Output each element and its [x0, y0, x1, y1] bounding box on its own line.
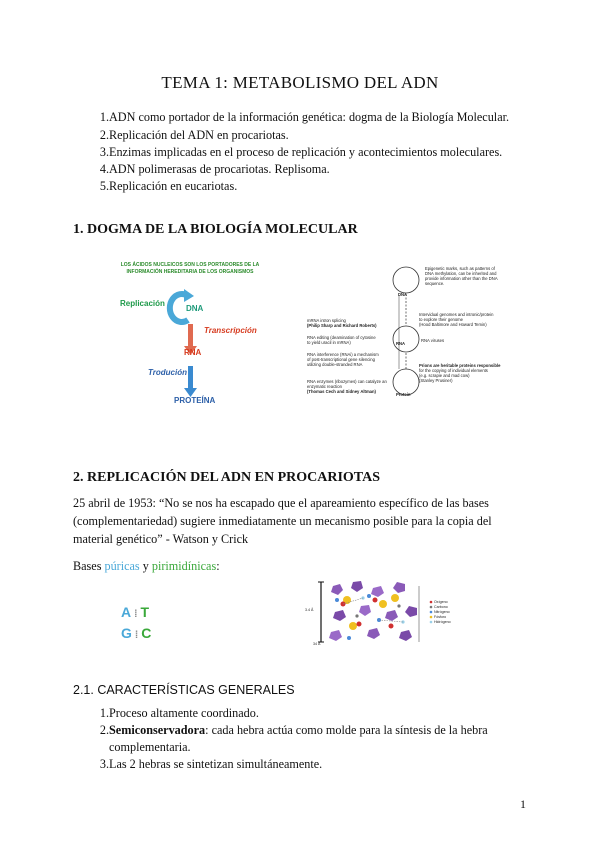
note-left: to yield uracil in mRNA)	[307, 340, 351, 345]
dogma-caption-1: LOS ÁCIDOS NUCLEICOS SON LOS PORTADORES DE LA	[120, 262, 260, 268]
note-right: provide information other than the DNA	[425, 276, 498, 281]
legend-hidrogeno: Hidrógeno	[434, 620, 451, 624]
dogma-caption-2: INFORMACIÓN HEREDITARIA DE LOS ORGANISMOS	[126, 269, 254, 275]
note-left: RNA editing (deamination of cytosine	[307, 335, 376, 340]
scale2-label: 34 Å	[313, 642, 321, 646]
pirimidinas-text: pirimidínicas	[151, 559, 217, 573]
dna-label: DNA	[186, 304, 204, 313]
page-title: TEMA 1: METABOLISMO DEL ADN	[161, 73, 439, 92]
legend-fosforo: Fósforo	[434, 615, 447, 619]
proteina-label: PROTEÍNA	[174, 396, 216, 405]
translation-arrow-icon	[188, 366, 193, 388]
note-left: RNA interference (RNAi) a mechanism	[307, 352, 379, 357]
pair-gc: G ⁞ C	[121, 625, 152, 641]
section21-heading: 2.1. CARACTERÍSTICAS GENERALES	[73, 683, 295, 697]
dna-molecule-drawing	[313, 576, 453, 648]
legend-carbono: Carbono	[434, 605, 448, 609]
rna-node-label: RNA	[396, 341, 406, 346]
legend-oxigeno: Oxígeno	[434, 600, 448, 604]
note-left: RNA enzymes (ribozymes) can catalyze an	[307, 379, 387, 384]
note-right: to explore their genome	[419, 317, 463, 322]
note-right: sequence.	[425, 281, 445, 286]
note-right: (e.g. scrapie and mad cow)	[419, 373, 470, 378]
transcripcion-label: Transcripción	[204, 326, 257, 335]
note-right: Prions are heritable proteins responsible	[419, 363, 501, 368]
legend-nitrogeno: Nitrógeno	[434, 610, 450, 614]
dna-node-label: DNA	[398, 292, 408, 297]
note-left: mRNA intron splicing	[307, 318, 346, 323]
note-right: RNA viruses	[421, 338, 445, 343]
note-right: Intervidual genomes and intronic/protein	[419, 312, 494, 317]
section1-heading: 1. DOGMA DE LA BIOLOGÍA MOLECULAR	[73, 222, 358, 237]
replicacion-label: Replicación	[120, 299, 165, 308]
transcription-arrow-icon	[188, 324, 193, 346]
base-pairs	[121, 603, 151, 645]
section2-heading: 2. REPLICACIÓN DEL ADN EN PROCARIOTAS	[73, 470, 381, 485]
watson-crick-quote: 25 abril de 1953: “No se nos ha escapado que el apareamiento específico de las bases (complementariedad) sugiere inmediatamente un mecanismo posible para la copia del material genético” - Watson y Crick	[73, 496, 492, 546]
dna-molecule-figure	[305, 576, 453, 648]
protein-node-label: Protein	[396, 392, 411, 397]
note-right: (Stanley Prusiner)	[419, 378, 453, 383]
rna-loop-icon	[393, 326, 419, 352]
note-right: Epigenetic marks, such as patterns of	[425, 266, 495, 271]
note-left: of post-transcriptional gene silencing	[307, 357, 375, 362]
replication-arrowhead-icon	[184, 289, 194, 302]
traduccion-label: Trodución	[148, 368, 187, 377]
note-left: utilizing double-stranded RNA	[307, 362, 363, 367]
dogma-figure	[110, 262, 270, 412]
note-right: (Hood Baltimore and Howard Temin)	[419, 322, 487, 327]
note-left: (Thomas Cech and Sidney Altman)	[307, 389, 376, 394]
dna-loop-icon	[393, 267, 419, 293]
note-left: (Philip Sharp and Richard Roberts)	[307, 323, 377, 328]
rna-world-figure	[303, 262, 543, 407]
note-right: for the copying of individual elements	[419, 368, 488, 373]
page-number: 1	[520, 797, 526, 811]
note-left: enzymatic reaction	[307, 384, 342, 389]
dogma-arrows	[110, 262, 270, 412]
bases-line: Bases púricas y pirimidínicas:	[73, 559, 220, 573]
note-right: DNA methylation, can be inherited and	[425, 271, 497, 276]
rna-label: RNA	[184, 348, 202, 357]
pair-at: A ⁞ T	[121, 604, 150, 620]
purinas-text: púricas	[104, 559, 140, 573]
scale-label: 3.4 Å	[305, 608, 314, 612]
